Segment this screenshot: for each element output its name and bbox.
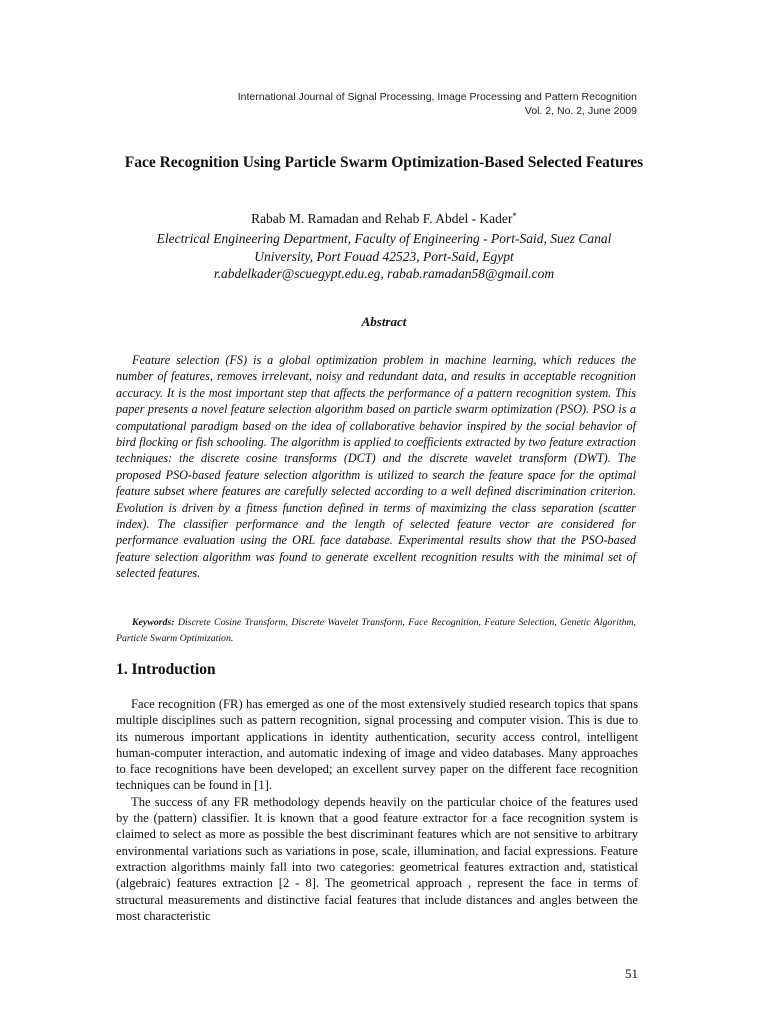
affiliation-line-1: Electrical Engineering Department, Faculty of Engineering - Port-Said, Suez Canal [156,231,612,246]
running-header [238,90,637,118]
author-affiliation [90,230,678,283]
journal-name: International Journal of Signal Processing, Image Processing and Pattern Recognition [237,91,637,103]
keywords-label: Keywords: [132,617,175,628]
abstract-heading: Abstract [361,314,407,329]
abstract-body: Feature selection (FS) is a global optimization problem in machine learning, which reduces the number of features, removes irrelevant, noisy and redundant data, and results in acceptable recognition accuracy. It is the most important step that affects the performance of a pattern recognition system. This paper presents a novel feature selection algorithm based on particle swarm optimization (PSO). PSO is a computational paradigm based on the idea of collaborative behavior inspired by the social behavior of bird flocking or fish schooling. The algorithm is applied to coefficients extracted by two feature extraction techniques: the discrete cosine transforms (DCT) and the discrete wavelet transform (DWT). The proposed PSO-based feature selection algorithm is utilized to search the feature space for the optimal feature subset where features are carefully selected according to a well defined discrimination criterion. Evolution is driven by a fitness function defined in terms of maximizing the class separation (scatter index). The classifier performance and the length of selected feature vector are considered for performance evaluation using the ORL face database. Experimental results show that the PSO-based feature selection algorithm was found to generate excellent recognition results with the minimal set of selected features. [116,353,636,581]
keywords [116,615,636,647]
section-heading-introduction: 1. Introduction [116,661,216,678]
author-names: Rabab M. Ramadan and Rehab F. Abdel - Kader [251,211,513,226]
affiliation-line-2: University, Port Fouad 42523, Port-Said, Egypt [254,248,514,264]
author-emails: r.abdelkader@scuegypt.edu.eg, rabab.ramadan58@gmail.com [213,266,555,281]
introduction-body [116,696,638,924]
journal-volume: Vol. 2, No. 2, June 2009 [524,105,637,117]
page-number: 51 [625,966,638,981]
corresponding-author-marker: * [512,211,517,221]
keywords-text: Discrete Cosine Transform, Discrete Wavelet Transform, Face Recognition, Feature Selection, Genetic Algorithm, Particle Swarm Optimization. [116,617,636,644]
paper-title: Face Recognition Using Particle Swarm Optimization-Based Selected Features [124,154,644,171]
introduction-paragraph: The success of any FR methodology depends heavily on the particular choice of the features used by the (pattern) classifier. It is known that a good feature extractor for a face recognition system is claimed to select as more as possible the best discriminant features which are not sensitive to arbitrary environmental variations such as variations in pose, scale, illumination, and facial expressions. Feature extraction algorithms mainly fall into two categories: geometrical features extraction and, statistical (algebraic) features extraction [2 - 8]. The geometrical approach , represent the face in terms of structural measurements and distinctive facial features that include distances and angles between the most characteristic [116,794,638,923]
author-list [90,210,678,228]
introduction-paragraph: Face recognition (FR) has emerged as one of the most extensively studied research topics that spans multiple disciplines such as pattern recognition, signal processing and computer vision. This is due to its numerous important applications in identity authentication, security access control, intelligent human-computer interaction, and automatic indexing of image and video databases. Many approaches to face recognitions have been developed; an excellent survey paper on the different face recognition techniques can be found in [1]. [116,697,638,793]
